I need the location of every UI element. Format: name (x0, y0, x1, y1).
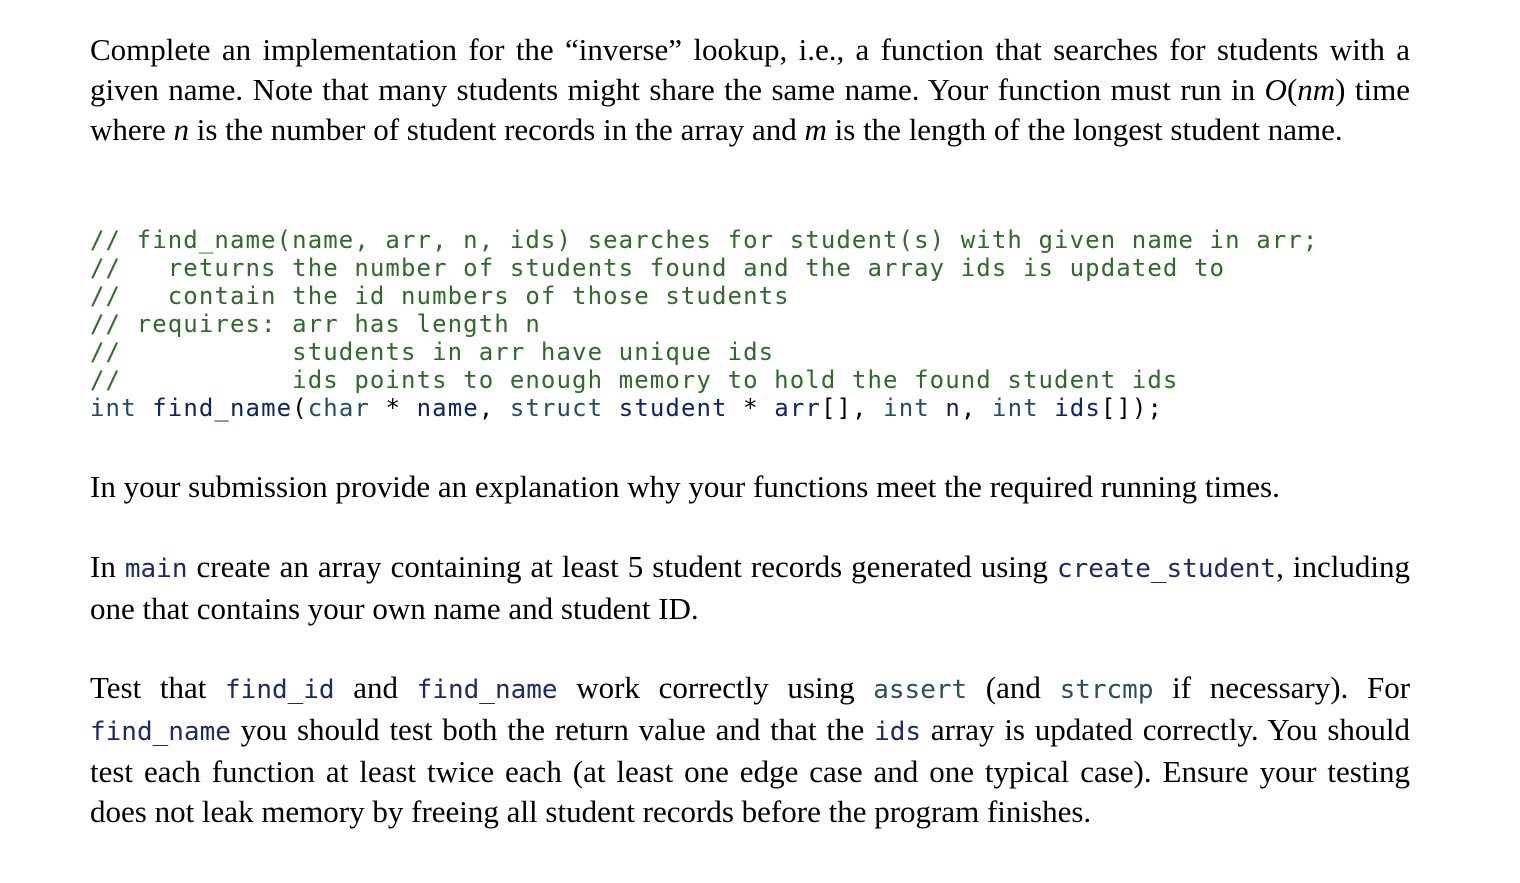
function-signature (90, 394, 1318, 422)
test-text-6: you should test both the return value and that the (230, 712, 875, 747)
param-n: n (945, 394, 961, 422)
test-text-3: work correctly using (557, 670, 874, 705)
code-assert: assert (873, 675, 968, 705)
main-paragraph (90, 547, 1410, 629)
intro-text-3: is the number of student records in the array and (188, 112, 805, 147)
comma: , (478, 394, 510, 422)
code-comment-line: // requires: arr has length n (90, 310, 541, 338)
pointer-star: * (369, 394, 417, 422)
paren: ( (292, 394, 308, 422)
keyword-struct: struct (509, 394, 604, 422)
m-variable: m (804, 112, 827, 147)
code-comment-line: // contain the id numbers of those students (90, 282, 790, 310)
code-comment-line: // find_name(name, arr, n, ids) searches for student(s) with given name in arr; (90, 226, 1319, 254)
comma: , (960, 394, 993, 422)
code-strcmp: strcmp (1059, 675, 1154, 705)
code-create-student: create_student (1056, 554, 1277, 584)
paren-open: ( (1286, 72, 1298, 107)
test-text: Test that (90, 670, 226, 705)
test-text-2: and (334, 670, 417, 705)
pointer-star: * (727, 394, 775, 422)
function-name: find_name (152, 394, 293, 422)
code-comment-line: // ids points to enough memory to hold the found student ids (90, 366, 1179, 394)
intro-text-4: is the length of the longest student name. (826, 112, 1343, 147)
brackets: [], (820, 394, 884, 422)
n-variable: n (173, 112, 189, 147)
code-ids: ids (874, 717, 922, 747)
main-text-3: , including one that contains your own name and student ID. (90, 549, 1410, 626)
test-text-4: (and (967, 670, 1060, 705)
code-find-id: find_id (225, 675, 335, 705)
param-ids: ids (1054, 394, 1101, 422)
testing-paragraph (90, 668, 1410, 832)
test-text-5: if necessary). For (1153, 670, 1411, 705)
intro-paragraph (90, 30, 1410, 150)
code-block (90, 226, 1318, 422)
test-text-7: array is updated correctly. You should test each function at least twice each (at least one edge case and one typical case). Ensure your testing does not leak memory by freeing all student records before the program finishes. (90, 712, 1410, 829)
keyword-int: int (992, 394, 1039, 422)
keyword-int: int (90, 394, 137, 422)
code-main: main (124, 554, 188, 584)
keyword-char: char (307, 394, 370, 422)
type-student: student (618, 394, 728, 422)
code-comment-line: // returns the number of students found and the array ids is updated to (90, 254, 1226, 282)
intro-text-2: ) time where (90, 72, 1411, 147)
brackets-end: []); (1100, 394, 1164, 422)
big-o-symbol: O (1264, 72, 1287, 107)
keyword-int: int (883, 394, 930, 422)
code-find-name: find_name (416, 675, 558, 705)
main-text-2: create an array containing at least 5 student records generated using (187, 549, 1057, 584)
code-find-name: find_name (90, 717, 231, 747)
nm-variable: nm (1297, 72, 1336, 107)
intro-text: Complete an implementation for the “inverse” lookup, i.e., a function that searches for students with a given name. Note that many students might share the same name. Your function must run in (90, 32, 1410, 107)
explanation-paragraph: In your submission provide an explanation why your functions meet the required running times. (90, 469, 1280, 504)
main-text: In (90, 549, 125, 584)
code-comment-line: // students in arr have unique ids (90, 338, 775, 366)
param-name: name (416, 394, 479, 422)
param-arr: arr (774, 394, 821, 422)
